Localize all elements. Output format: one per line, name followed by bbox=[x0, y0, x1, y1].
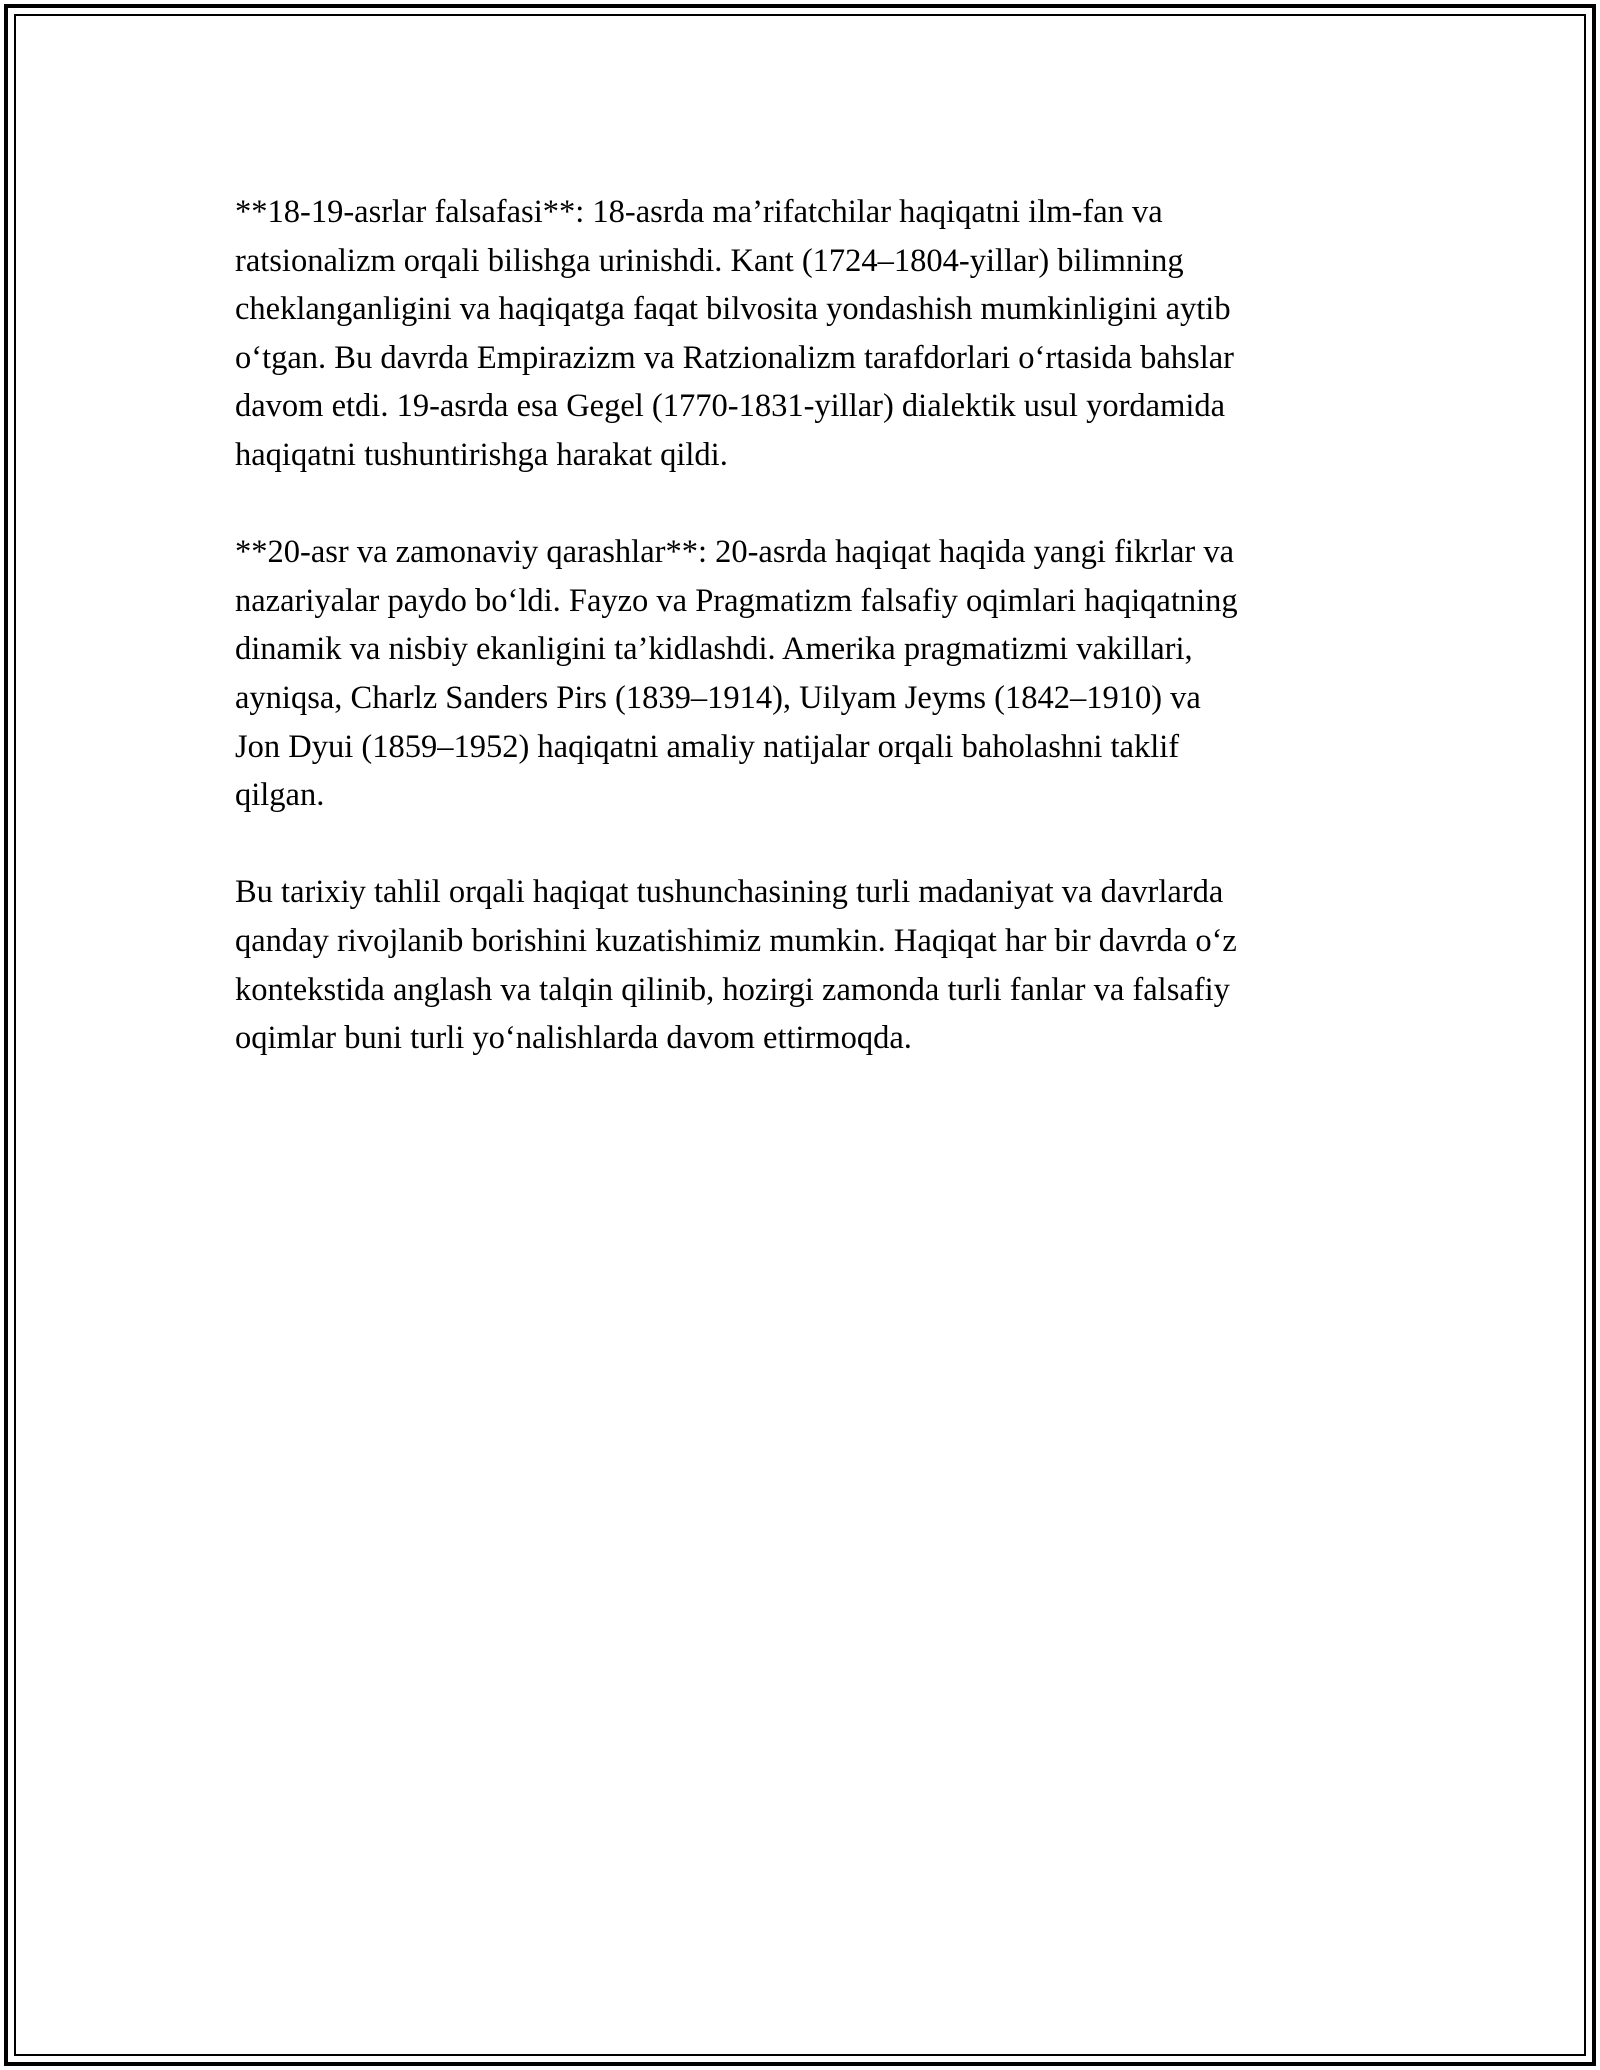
paragraph-18-19-century bbox=[235, 188, 1385, 480]
text-line: kontekstida anglash va talqin qilinib, hozirgi zamonda turli fanlar va falsafiy bbox=[235, 971, 1230, 1008]
text-line: **18-19-asrlar falsafasi**: 18-asrda ma’rifatchilar haqiqatni ilm-fan va bbox=[235, 194, 1163, 230]
paragraph-conclusion bbox=[235, 868, 1385, 1062]
text-line: Jon Dyui (1859–1952) haqiqatni amaliy natijalar orqali baholashni taklif bbox=[235, 728, 1180, 765]
text-line: cheklanganligini va haqiqatga faqat bilvosita yondashish mumkinligini aytib bbox=[235, 291, 1231, 328]
text-line: dinamik va nisbiy ekanligini ta’kidlashdi. Amerika pragmatizmi vakillari, bbox=[235, 631, 1193, 668]
text-line: ratsionalizm orqali bilishga urinishdi. Kant (1724–1804-yillar) bilimning bbox=[235, 242, 1184, 279]
paragraph-20-century bbox=[235, 528, 1385, 820]
text-line: qilgan. bbox=[235, 777, 325, 814]
text-line: o‘tgan. Bu davrda Empirazizm va Ratzionalizm tarafdorlari o‘rtasida bahslar bbox=[235, 339, 1234, 376]
text-line: **20-asr va zamonaviy qarashlar**: 20-asrda haqiqat haqida yangi fikrlar va bbox=[235, 534, 1234, 571]
text-line: ayniqsa, Charlz Sanders Pirs (1839–1914), Uilyam Jeyms (1842–1910) va bbox=[235, 679, 1201, 716]
document-body bbox=[235, 188, 1385, 1111]
text-line: haqiqatni tushuntirishga harakat qildi. bbox=[235, 436, 728, 473]
text-line: nazariyalar paydo bo‘ldi. Fayzo va Pragmatizm falsafiy oqimlari haqiqatning bbox=[235, 582, 1238, 619]
text-line: oqimlar buni turli yo‘nalishlarda davom ettirmoqda. bbox=[235, 1020, 912, 1057]
text-line: qanday rivojlanib borishini kuzatishimiz mumkin. Haqiqat har bir davrda o‘z bbox=[235, 922, 1237, 959]
text-line: Bu tarixiy tahlil orqali haqiqat tushunchasining turli madaniyat va davrlarda bbox=[235, 874, 1224, 911]
text-line: davom etdi. 19-asrda esa Gegel (1770-1831-yillar) dialektik usul yordamida bbox=[235, 388, 1226, 425]
